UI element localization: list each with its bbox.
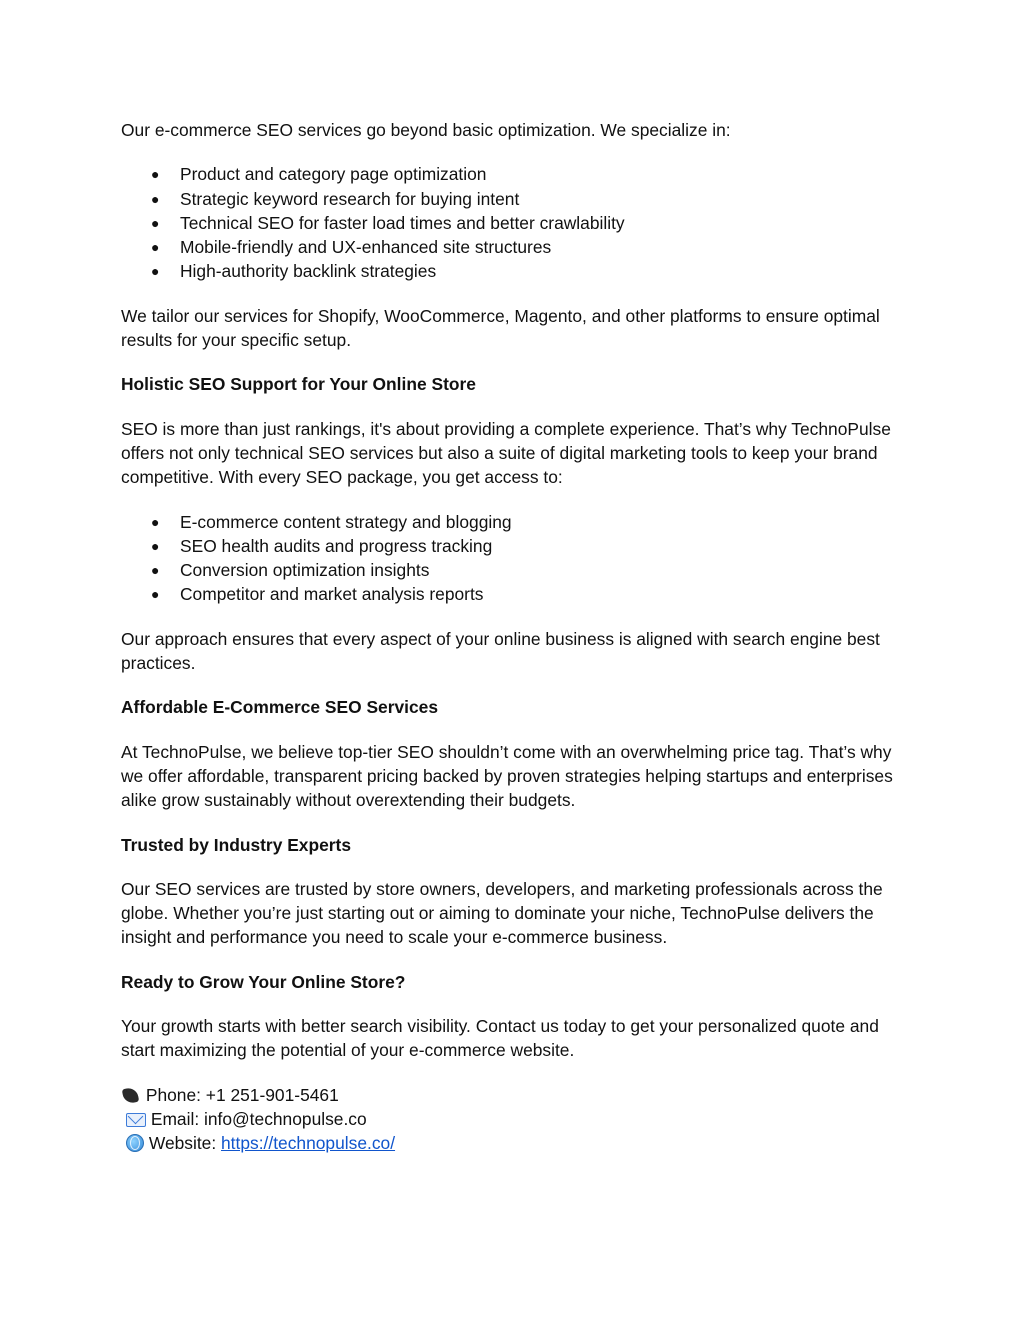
bullet-icon: ● [151,166,160,183]
bullet-icon: ● [151,239,160,256]
trusted-paragraph: Our SEO services are trusted by store owners, developers, and marketing professionals across the globe. Whether you’re just starting out or aiming to dominate your niche, TechnoPulse delivers the insight and performance you need to scale your e-commerce business. [121,878,883,948]
document-page [121,118,911,1156]
holistic-heading: Holistic SEO Support for Your Online Store [121,374,476,395]
affordable-paragraph: At TechnoPulse, we believe top-tier SEO shouldn’t come with an overwhelming price tag. That’s why we offer affordable, transparent pricing backed by proven strategies helping startups and enterprises alike grow sustainably without overextending their budgets. [121,741,893,811]
ready-heading: Ready to Grow Your Online Store? [121,971,406,992]
bullet-icon: ● [151,537,160,554]
website-link[interactable]: https://technopulse.co/ [221,1133,396,1154]
list-item: ● E-commerce content strategy and blogging [121,510,911,534]
bullet-icon: ● [151,513,160,530]
specialties-list [121,162,911,283]
bullet-icon: ● [151,214,160,231]
list-item: ● Competitor and market analysis reports [121,582,911,606]
contact-website-line [121,1131,911,1155]
bullet-icon: ● [151,562,160,579]
bullet-icon: ● [151,190,160,207]
list-item: ● Mobile-friendly and UX-enhanced site structures [121,235,911,259]
website-prefix: Website: [148,1133,222,1154]
contact-block [121,1083,911,1156]
holistic-paragraph: SEO is more than just rankings, it's about providing a complete experience. That’s why TechnoPulse offers not only technical SEO services but also a suite of digital marketing tools to keep your brand competitive. With every SEO package, you get access to: [121,418,891,488]
list-item: ● Strategic keyword research for buying intent [121,187,911,211]
affordable-heading: Affordable E-Commerce SEO Services [121,697,439,718]
trusted-heading: Trusted by Industry Experts [121,834,352,855]
holistic-closing-paragraph: Our approach ensures that every aspect of your online business is aligned with search engine best practices. [121,628,880,674]
platforms-paragraph: We tailor our services for Shopify, WooCommerce, Magento, and other platforms to ensure optimal results for your specific setup. [121,305,880,351]
holistic-list [121,510,911,607]
email-text: Email: info@technopulse.co [150,1108,367,1129]
email-icon [126,1113,146,1127]
list-item: ● Product and category page optimization [121,162,911,186]
list-item: ● Conversion optimization insights [121,558,911,582]
bullet-icon: ● [151,586,160,603]
intro-paragraph: Our e-commerce SEO services go beyond basic optimization. We specialize in: [121,120,731,140]
phone-icon [121,1086,141,1104]
bullet-icon: ● [151,263,160,280]
list-item: ● SEO health audits and progress tracking [121,534,911,558]
globe-icon [126,1134,144,1152]
phone-text: Phone: +1 251-901-5461 [145,1084,339,1105]
list-item: ● Technical SEO for faster load times and better crawlability [121,211,911,235]
contact-phone-line [121,1083,911,1107]
ready-paragraph: Your growth starts with better search visibility. Contact us today to get your personalized quote and start maximizing the potential of your e-commerce website. [121,1016,879,1061]
list-item: ● High-authority backlink strategies [121,259,911,283]
contact-email-line [121,1107,911,1131]
